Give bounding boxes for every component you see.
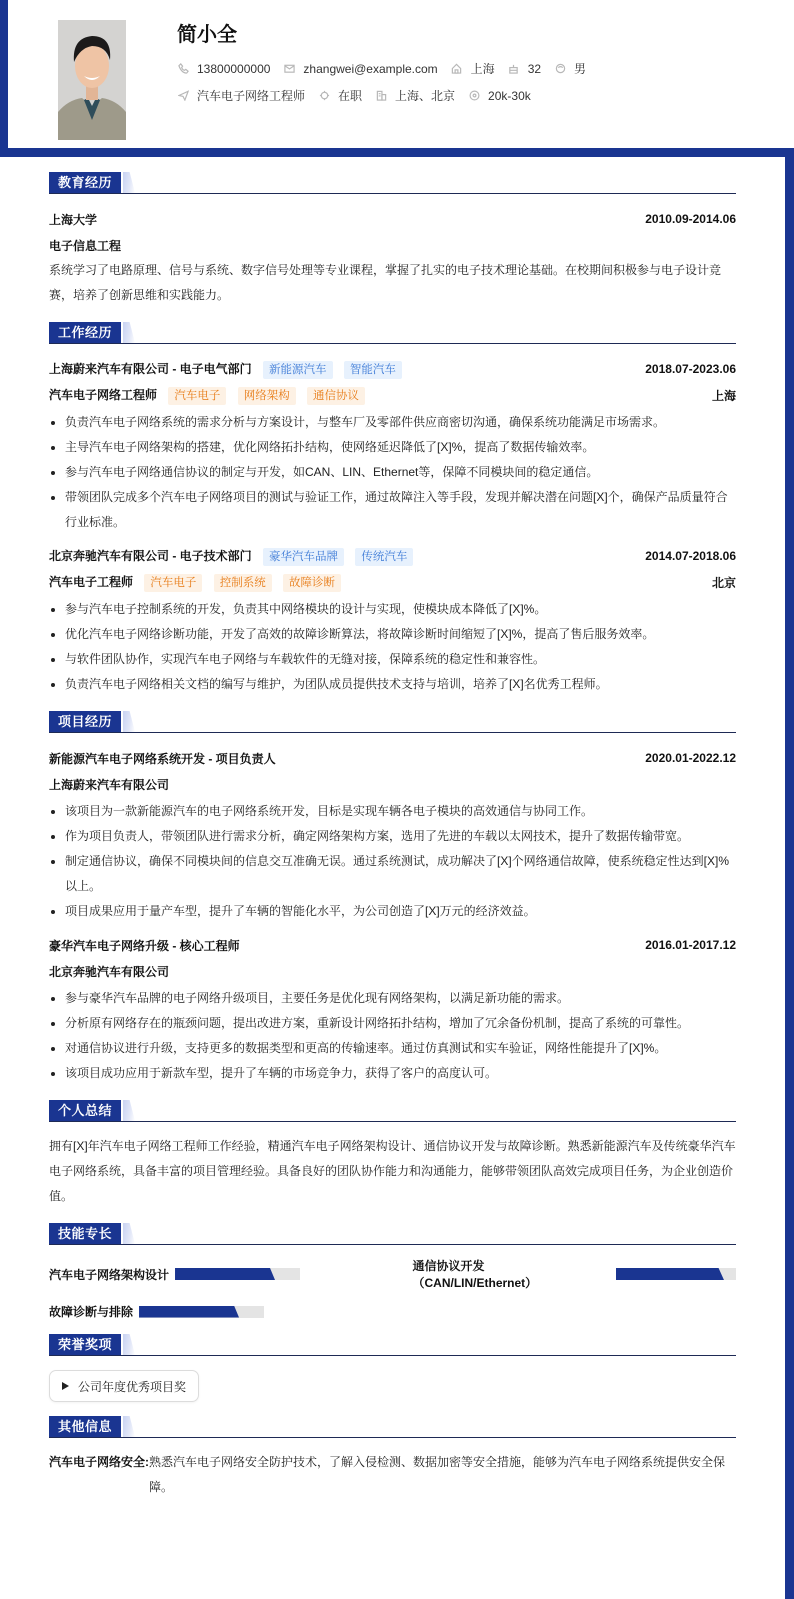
section-title: 个人总结: [49, 1100, 121, 1121]
section-title: 其他信息: [49, 1416, 121, 1437]
other-info-row: [49, 1450, 736, 1500]
target-city-text: 上海、北京: [395, 89, 456, 103]
email-text[interactable]: zhangwei@example.com: [303, 61, 438, 76]
bullet-item: 该项目成功应用于新款车型，提升了车辆的市场竞争力，获得了客户的高度认可。: [49, 1061, 736, 1086]
section-title: 项目经历: [49, 711, 121, 732]
job-title-item: [177, 87, 305, 104]
location-item: [451, 60, 495, 77]
bullet-item: 与软件团队协作，实现汽车电子网络与车载软件的无缝对接，保障系统的稳定性和兼容性。: [49, 647, 736, 672]
portrait-image-icon: [58, 20, 126, 140]
page-right-border: [785, 148, 794, 1599]
project-period: 2016.01-2017.12: [645, 938, 736, 952]
skill-level-fill: [175, 1268, 275, 1280]
bullet-item: 主导汽车电子网络架构的搭建，优化网络拓扑结构，使网络延迟降低了[X]%，提高了数据传输效率。: [49, 435, 736, 460]
company-name: 北京奔驰汽车有限公司 - 电子技术部门: [49, 548, 252, 563]
project-name: 新能源汽车电子网络系统开发 - 项目负责人: [49, 751, 276, 766]
salary-text: 20k-30k: [488, 88, 531, 103]
company-tag: 新能源汽车: [263, 361, 333, 379]
role-tag: 汽车电子: [144, 574, 202, 592]
section-header: [49, 172, 736, 194]
skill-level-bar: [139, 1306, 264, 1318]
skill-name: 故障诊断与排除: [49, 1305, 134, 1319]
award-item[interactable]: [49, 1370, 199, 1402]
status-icon: [318, 90, 330, 102]
avatar: [58, 20, 126, 140]
skill-level-bar: [616, 1268, 736, 1280]
skills-section: [49, 1223, 736, 1320]
bullet-item: 对通信协议进行升级，支持更多的数据类型和更高的传输速率。通过仿真测试和实车验证，网络性能提升了[X]%。: [49, 1036, 736, 1061]
project-company-row: [49, 771, 736, 797]
section-title-tail: [123, 322, 135, 343]
bullet-item: 负责汽车电子网络相关文档的编写与维护，为团队成员提供技术支持与培训，培养了[X]名优秀工程师。: [49, 672, 736, 697]
resume-body: [49, 172, 736, 1514]
section-header: [49, 1223, 736, 1245]
projects-section: [49, 711, 736, 1086]
other-info-value: 熟悉汽车电子网络安全防护技术，了解入侵检测、数据加密等安全措施，能够为汽车电子网络系统提供安全保障。: [149, 1455, 726, 1494]
role-tag: 故障诊断: [283, 574, 341, 592]
role-name: 汽车电子工程师: [49, 574, 134, 589]
project-company-row: [49, 958, 736, 984]
bullet-item: 参与豪华汽车品牌的电子网络升级项目，主要任务是优化现有网络架构，以满足新功能的需求。: [49, 986, 736, 1011]
role-tag: 网络架构: [238, 387, 296, 405]
status-item: [318, 87, 362, 104]
section-title: 技能专长: [49, 1223, 121, 1244]
company-row: [49, 356, 736, 382]
skill-level-bar: [175, 1268, 300, 1280]
bullet-item: 参与汽车电子网络通信协议的制定与开发，如CAN、LIN、Ethernet等，保障不同模块间的稳定通信。: [49, 460, 736, 485]
job-title-text: 汽车电子网络工程师: [197, 89, 306, 103]
company-tag: 传统汽车: [355, 548, 413, 566]
contact-info-row: [177, 60, 599, 77]
section-title-tail: [123, 172, 135, 193]
work-entry: [49, 543, 736, 697]
project-entry: [49, 745, 736, 924]
work-bullets: [49, 597, 736, 697]
target-city-item: [375, 87, 455, 104]
role-tag: 汽车电子: [168, 387, 226, 405]
section-header: [49, 1100, 736, 1122]
header-left-border: [0, 0, 8, 156]
salary-icon: [468, 90, 480, 102]
role-name: 汽车电子网络工程师: [49, 387, 158, 402]
gender-item: [554, 60, 586, 77]
education-row: [49, 206, 736, 232]
work-entry: [49, 356, 736, 535]
company-tag: 豪华汽车品牌: [263, 548, 344, 566]
other-info-label: 汽车电子网络安全:: [49, 1455, 149, 1469]
skill-level-fill: [616, 1268, 724, 1280]
work-city: 上海: [711, 388, 736, 403]
award-name: 公司年度优秀项目奖: [78, 1379, 187, 1394]
work-period: 2014.07-2018.06: [645, 549, 736, 563]
role-tag: 控制系统: [214, 574, 272, 592]
bullet-item: 制定通信协议，确保不同模块间的信息交互准确无误。通过系统测试，成功解决了[X]个网络通信故障，使系统稳定性达到[X]%以上。: [49, 849, 736, 899]
role-line: [49, 386, 365, 405]
age-item: [508, 62, 541, 76]
section-title-tail: [123, 1334, 135, 1355]
skill-name: 汽车电子网络架构设计: [49, 1267, 170, 1282]
bullet-item: 优化汽车电子网络诊断功能，开发了高效的故障诊断算法，将故障诊断时间缩短了[X]%，提高了售后服务效率。: [49, 622, 736, 647]
send-icon: [177, 90, 189, 102]
building-icon: [375, 90, 387, 102]
bullet-item: 带领团队完成多个汽车电子网络项目的测试与验证工作，通过故障注入等手段，发现并解决潜在问题[X]个，确保产品质量符合行业标准。: [49, 485, 736, 535]
company-name: 上海蔚来汽车有限公司 - 电子电气部门: [49, 361, 252, 376]
company-line: [49, 547, 413, 566]
section-header: [49, 322, 736, 344]
bullet-item: 项目成果应用于量产车型，提升了车辆的智能化水平，为公司创造了[X]万元的经济效益。: [49, 899, 736, 924]
work-city: 北京: [711, 575, 736, 590]
location-text: 上海: [470, 62, 495, 76]
section-title: 教育经历: [49, 172, 121, 193]
other-section: [49, 1416, 736, 1500]
major-row: [49, 232, 736, 258]
gender-icon: [554, 63, 566, 75]
project-company: 北京奔驰汽车有限公司: [49, 964, 170, 979]
role-line: [49, 573, 341, 592]
project-bullets: [49, 986, 736, 1086]
salary-item: [468, 89, 531, 103]
role-tag: 通信协议: [307, 387, 365, 405]
role-row: [49, 382, 736, 408]
skill-item: [49, 1303, 373, 1320]
age-text: 32: [527, 61, 542, 76]
project-entry: [49, 932, 736, 1086]
section-title-tail: [123, 1416, 135, 1437]
company-row: [49, 543, 736, 569]
phone-icon: [177, 63, 189, 75]
bullet-item: 作为项目负责人，带领团队进行需求分析，确定网络架构方案，选用了先进的车载以太网技术，提升了数据传输带宽。: [49, 824, 736, 849]
skills-grid: [49, 1257, 736, 1320]
home-icon: [451, 63, 463, 75]
job-info-row: [177, 87, 544, 104]
bullet-item: 负责汽车电子网络系统的需求分析与方案设计，与整车厂及零部件供应商密切沟通，确保系统功能满足市场需求。: [49, 410, 736, 435]
bullet-item: 该项目为一款新能源汽车的电子网络系统开发，目标是实现车辆各电子模块的高效通信与协同工作。: [49, 799, 736, 824]
project-bullets: [49, 799, 736, 924]
project-row: [49, 745, 736, 771]
education-section: [49, 172, 736, 308]
bullet-item: 参与汽车电子控制系统的开发，负责其中网络模块的设计与实现，使模块成本降低了[X]%。: [49, 597, 736, 622]
role-row: [49, 569, 736, 595]
mail-icon: [283, 63, 295, 75]
phone-text: 13800000000: [197, 61, 271, 76]
gender-text: 男: [574, 62, 587, 76]
cake-icon: [508, 63, 520, 75]
skill-item: [413, 1257, 737, 1291]
phone-item: [177, 62, 270, 76]
education-period: 2010.09-2014.06: [645, 212, 736, 226]
skill-level-fill: [139, 1306, 239, 1318]
header-bottom-bar: [0, 148, 794, 157]
education-description: 系统学习了电路原理、信号与系统、数字信号处理等专业课程，掌握了扎实的电子技术理论基础。在校期间积极参与电子设计竞赛，培养了创新思维和实践能力。: [49, 263, 722, 302]
school-name: 上海大学: [49, 212, 98, 227]
project-row: [49, 932, 736, 958]
work-bullets: [49, 410, 736, 535]
section-title: 工作经历: [49, 322, 121, 343]
summary-text: 拥有[X]年汽车电子网络工程师工作经验，精通汽车电子网络架构设计、通信协议开发与故障诊断。熟悉新能源汽车及传统豪华汽车电子网络系统，具备丰富的项目管理经验。具备良好的团队协作能力和沟通能力，能够带领团队高效完成项目任务，为企业创造价值。: [49, 1139, 736, 1203]
summary-section: [49, 1100, 736, 1209]
work-section: [49, 322, 736, 697]
section-header: [49, 1416, 736, 1438]
section-header: [49, 1334, 736, 1356]
work-period: 2018.07-2023.06: [645, 362, 736, 376]
section-title-tail: [123, 711, 135, 732]
company-tag: 智能汽车: [344, 361, 402, 379]
email-item: [283, 62, 437, 76]
section-header: [49, 711, 736, 733]
candidate-name: 简小全: [177, 24, 237, 46]
bullet-item: 分析原有网络存在的瓶颈问题，提出改进方案，重新设计网络拓扑结构，增加了冗余备份机制，提高了系统的可靠性。: [49, 1011, 736, 1036]
company-line: [49, 360, 402, 379]
skill-name: 通信协议开发（CAN/LIN/Ethernet）: [412, 1259, 538, 1290]
resume-header: [8, 0, 794, 148]
section-title-tail: [123, 1223, 135, 1244]
project-name: 豪华汽车电子网络升级 - 核心工程师: [49, 938, 240, 953]
awards-section: [49, 1334, 736, 1402]
section-title-tail: [123, 1100, 135, 1121]
project-period: 2020.01-2022.12: [645, 751, 736, 765]
major-name: 电子信息工程: [49, 238, 122, 253]
section-title: 荣誉奖项: [49, 1334, 121, 1355]
play-triangle-icon: [62, 1382, 69, 1390]
status-text: 在职: [338, 89, 363, 103]
project-company: 上海蔚来汽车有限公司: [49, 777, 170, 792]
skill-item: [49, 1257, 373, 1291]
